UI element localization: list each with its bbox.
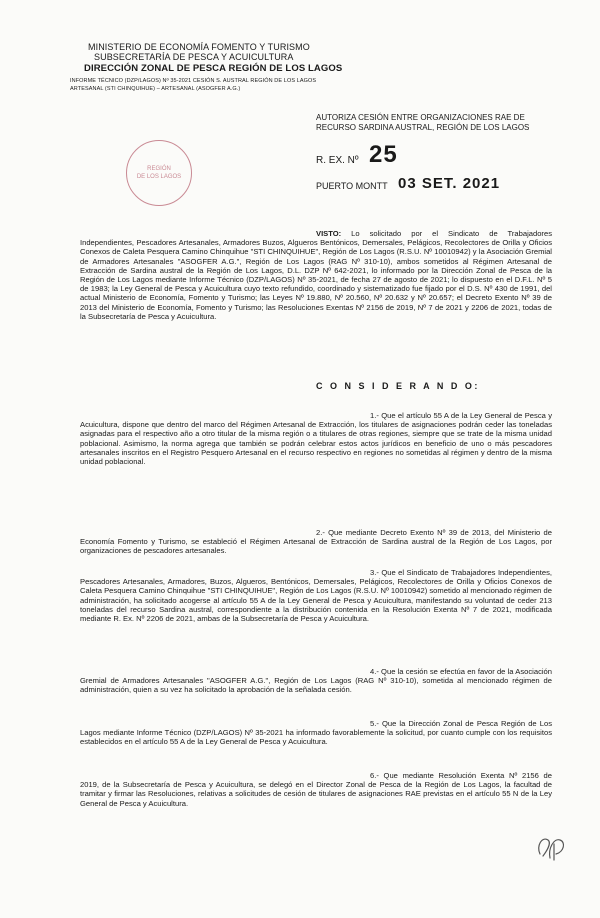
resolution-place: PUERTO MONTT bbox=[316, 181, 388, 191]
signature-initials bbox=[534, 832, 570, 862]
considerando-item-2: 2.- Que mediante Decreto Exento Nº 39 de 2013, del Ministerio de Economía Fomento y Turismo, se estableció el Régimen Artesanal de Extracción de Sardina austral de la Región de Los Lagos, por organizaciones de pescadores artesanales. bbox=[80, 528, 552, 556]
ministry-name: MINISTERIO DE ECONOMÍA FOMENTO Y TURISMO bbox=[88, 42, 310, 52]
official-stamp bbox=[126, 140, 192, 206]
considerando-heading: C O N S I D E R A N D O: bbox=[316, 381, 480, 391]
considerando-item-6: 6.- Que mediante Resolución Exenta Nº 2156 de 2019, de la Subsecretaría de Pesca y Acuicultura, se delegó en el Director Zonal de Pesca de la Región de Los Lagos, la facultad de tramitar y firmar las Resoluciones, relativas a solicitudes de cesión de titulares de asignaciones RAE previstas en el artículo 55 N de la Ley General de Pesca y Acuicultura. bbox=[80, 771, 552, 808]
directorate-name: DIRECCIÓN ZONAL DE PESCA REGIÓN DE LOS LAGOS bbox=[84, 63, 343, 74]
considerando-item-3: 3.- Que el Sindicato de Trabajadores Independientes, Pescadores Artesanales, Armadores, Buzos, Algueros, Bentónicos, Demersales, Pelágicos, Recolectores de Orilla y Oficios Conexos de Caleta Pesquera Camino Chinquihue "STI CHINQUIHUE", Región de Los Lagos (R.S.U. Nº 10010942) sometido al mencionado régimen de administración, ha solicitado acogerse al artículo 55 A de la Ley General de Pesca y Acuicultura, manifestando su voluntad de ceder 213 toneladas del recurso Sardina austral, correspondiente a la distribución contenida en la Resolución Exenta Nº 7 de 2021, modificada mediante R. Ex. Nº 2206 de 2021, ambas de la Subsecretaría de Pesca y Acuicultura. bbox=[80, 568, 552, 624]
resolution-label: R. EX. Nº bbox=[316, 155, 359, 166]
subsecretariat-name: SUBSECRETARÍA DE PESCA Y ACUICULTURA bbox=[94, 52, 294, 62]
visto-lead: VISTO: bbox=[316, 229, 342, 238]
technical-report-ref: INFORME TÉCNICO (DZP/LAGOS) Nº 35-2021 CESIÓN S. AUSTRAL REGIÓN DE LOS LAGOS bbox=[70, 78, 317, 84]
stamp-line1: REGIÓN bbox=[147, 166, 171, 172]
considerando-item-4: 4.- Que la cesión se efectúa en favor de la Asociación Gremial de Armadores Artesanales "ASOGFER A.G.", Región de Los Lagos (RAG Nº 310-10), sometida al mencionado régimen de administración, quien a su vez ha solicitado la aprobación de la señalada cesión. bbox=[80, 667, 552, 695]
stamp-line2: DE LOS LAGOS bbox=[136, 174, 182, 180]
resolution-date: 03 SET. 2021 bbox=[398, 175, 501, 192]
considerando-item-5: 5.- Que la Dirección Zonal de Pesca Región de Los Lagos mediante Informe Técnico (DZP/LAGOS) Nº 35-2021 ha informado favorablemente la solicitud, por cuanto cumple con los requisitos establecidos en el artículo 55 A de la Ley General de Pesca y Acuicultura. bbox=[80, 719, 552, 747]
visto-text: Lo solicitado por el Sindicato de Trabajadores Independientes, Pescadores Artesanales, Armadores Buzos, Algueros Bentónicos, Demersales, Pelágicos, Recolectores de Orilla y Oficios Conexos de Caleta Pesquera Camino Chinquihue "STI CHINQUIHUE", Región de Los Lagos (R.S.U. Nº 10010942) y la Asociación Gremial de Armadores Artesanales "ASOGFER A.G.", Región de Los Lagos (RAG Nº 310-10), ambos sometidos al Régimen Artesanal de Extracción de Sardina austral de la Región de Los Lagos, D.L. DZP Nº 642-2021, lo informado por la Dirección Zonal de Pesca de la Región de Los Lagos mediante Informe Técnico (DZP/LAGOS) Nº 35-2021, de fecha 27 de agosto de 2021; lo dispuesto en el D.F.L. Nº 5 de 1983; la Ley General de Pesca y Acuicultura cuyo texto refundido, coordinado y sistematizado fue fijado por el D.S. Nº 430 de 1991, del actual Ministerio de Economía, Fomento y Turismo; las Leyes Nº 19.880, Nº 20.560, Nº 20.632 y Nº 20.657; el Decreto Exento Nº 39 de 2013 del Ministerio de Economía, Fomento y Turismo; las Resoluciones Exentas Nº 2156 de 2019, Nº 7 de 2021 y 2206 de 2021, todas de la Subsecretaría de Pesca y Acuicultura. bbox=[80, 229, 552, 321]
resolution-subject-line1: AUTORIZA CESIÓN ENTRE ORGANIZACIONES RAE DE bbox=[316, 113, 525, 122]
resolution-subject-line2: RECURSO SARDINA AUSTRAL, REGIÓN DE LOS LAGOS bbox=[316, 123, 530, 132]
visto-paragraph bbox=[80, 229, 552, 321]
parties-ref: ARTESANAL (STI CHINQUIHUE) – ARTESANAL (ASOGFER A.G.) bbox=[70, 86, 241, 92]
resolution-number: 25 bbox=[369, 141, 398, 168]
considerando-item-1: 1.- Que el artículo 55 A de la Ley General de Pesca y Acuicultura, dispone que dentro del marco del Régimen Artesanal de Extracción, los titulares de asignaciones podrán ceder las toneladas asignadas para el respectivo año a otro titular de la misma región o a titulares de otras regiones, siempre que se trate de la misma unidad poblacional. Asimismo, la norma agrega que también se podrán celebrar estos actos jurídicos en beneficio de uno o más pescadores artesanales inscritos en el Registro Pesquero Artesanal en el recurso respectivo en regiones no sometidas al régimen y dentro de la misma unidad poblacional. bbox=[80, 411, 552, 467]
